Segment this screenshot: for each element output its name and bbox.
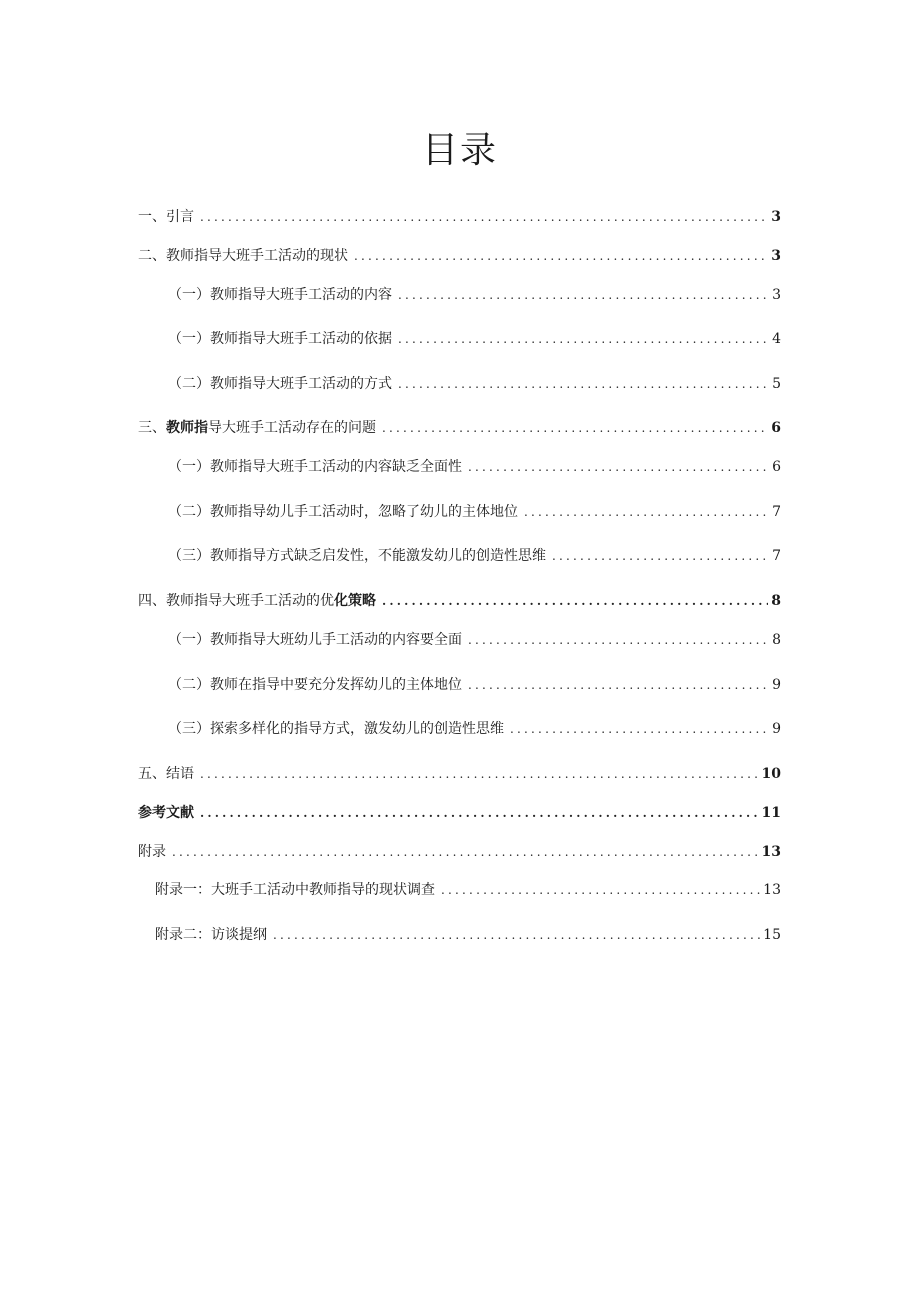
toc-entry-label: （二）教师在指导中要充分发挥幼儿的主体地位 [168,677,462,693]
toc-entry-label: （三）教师指导方式缺乏启发性，不能激发幼儿的创造性思维 [168,548,546,564]
toc-entry-label: 附录 [138,844,166,860]
toc-entry[interactable] [168,327,781,351]
toc-entry-page: 8 [771,593,781,609]
toc-leader-dots [354,244,768,268]
toc-entry[interactable] [168,283,781,307]
toc-entry-label: （一）教师指导大班幼儿手工活动的内容要全面 [168,632,462,648]
toc-entry-page: 8 [772,632,781,648]
toc-entry-page: 13 [763,882,781,898]
toc-entry[interactable] [138,840,781,864]
toc-entry[interactable] [138,416,781,440]
toc-entry[interactable] [168,717,781,741]
toc-leader-dots [468,628,769,652]
toc-leader-dots [172,840,759,864]
toc-entry[interactable] [138,801,781,825]
toc-entry-page: 5 [772,376,781,392]
toc-entry[interactable] [168,372,781,396]
toc-entry-page: 11 [761,805,781,821]
toc-entry-label: 四、教师指导大班手工活动的优化策略 [138,593,376,609]
toc-entry-label: 附录一：大班手工活动中教师指导的现状调查 [155,882,435,898]
toc-entry-page: 4 [772,331,781,347]
toc-entry[interactable] [138,762,781,786]
toc-entry-label: （一）教师指导大班手工活动的依据 [168,331,392,347]
toc-entry[interactable] [168,628,781,652]
toc-entry-page: 7 [772,504,781,520]
toc-leader-dots [552,544,769,568]
toc-entry[interactable] [168,544,781,568]
toc-entry-label: 附录二：访谈提纲 [155,927,267,943]
toc-entry-page: 9 [772,721,781,737]
toc-leader-dots [468,455,769,479]
toc-entry-label: （二）教师指导幼儿手工活动时，忽略了幼儿的主体地位 [168,504,518,520]
toc-leader-dots [468,673,769,697]
page-title: 目录 [421,130,498,171]
toc-entry[interactable] [168,673,781,697]
toc-entry[interactable] [155,878,781,902]
toc-leader-dots [398,327,769,351]
toc-entry-page: 3 [772,287,781,303]
toc-entry-page: 7 [772,548,781,564]
toc-entry-label: 二、教师指导大班手工活动的现状 [138,248,348,264]
toc-leader-dots [273,923,760,947]
toc-leader-dots [524,500,769,524]
toc-entry[interactable] [138,205,781,229]
toc-entry[interactable] [138,244,781,268]
toc-entry-label: （一）教师指导大班手工活动的内容 [168,287,392,303]
toc-leader-dots [382,416,768,440]
toc-leader-dots [510,717,769,741]
toc-leader-dots [441,878,760,902]
toc-entry[interactable] [155,923,781,947]
toc-leader-dots [398,283,769,307]
toc-entry-label: 五、结语 [138,766,194,782]
toc-entry-page: 13 [761,844,781,860]
toc-leader-dots [200,762,759,786]
toc-entry[interactable] [168,500,781,524]
toc-entry[interactable] [168,455,781,479]
toc-entry-label: （二）教师指导大班手工活动的方式 [168,376,392,392]
toc-entry-page: 6 [771,420,781,436]
toc-entry-page: 9 [772,677,781,693]
toc-entry-page: 15 [763,927,781,943]
toc-entry-page: 3 [771,248,781,264]
toc-entry-page: 3 [771,209,781,225]
toc-entry-label: 参考文献 [138,805,194,821]
toc-leader-dots [200,801,759,825]
toc-entry-label: 三、教师指导大班手工活动存在的问题 [138,420,376,436]
toc-leader-dots [200,205,768,229]
toc-entry-label: 一、引言 [138,209,194,225]
toc-entry-page: 6 [772,459,781,475]
toc-entry-label: （三）探索多样化的指导方式，激发幼儿的创造性思维 [168,721,504,737]
toc-entry-label: （一）教师指导大班手工活动的内容缺乏全面性 [168,459,462,475]
toc-entry-page: 10 [761,766,781,782]
toc-leader-dots [382,589,768,613]
toc-leader-dots [398,372,769,396]
toc-entry[interactable] [138,589,781,613]
